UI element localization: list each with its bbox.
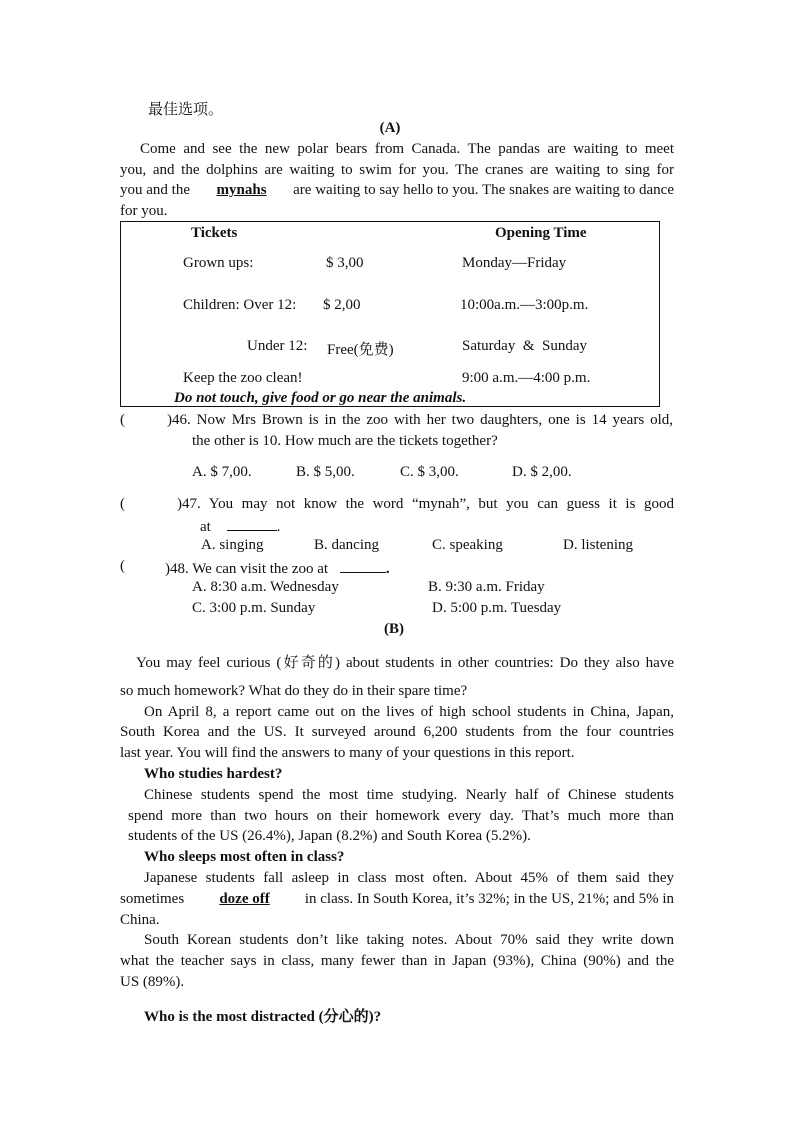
q46-option-b: B. $ 5,00. xyxy=(296,464,355,480)
passage-a-label: (A) xyxy=(379,120,401,136)
q48-text-end: . xyxy=(385,561,390,577)
q46-text-line-1: )46. Now Mrs Brown is in the zoo with her two daughters, one is 14 years old, xyxy=(167,412,673,428)
mynahs-word: mynahs xyxy=(216,182,267,198)
q46-option-a: A. $ 7,00. xyxy=(192,464,252,480)
sleeps-line-2 xyxy=(120,891,674,908)
q47-paren: ( xyxy=(120,496,125,512)
q47-text-line-2-start: at xyxy=(200,519,211,535)
warning-notice: Do not touch, give food or go near the animals. xyxy=(174,390,467,406)
q47-text-line-2-end: . xyxy=(276,519,281,535)
q48-option-a: A. 8:30 a.m. Wednesday xyxy=(192,579,339,595)
q47-answer-blank xyxy=(227,516,277,531)
keep-clean-notice: Keep the zoo clean! xyxy=(183,370,303,386)
weekend-days: Saturday & Sunday xyxy=(462,338,587,354)
q48-text-line-1 xyxy=(165,558,390,578)
studies-line-2: spend more than two hours on their homework every day. That’s much more than xyxy=(128,808,674,824)
passage-b-label: (B) xyxy=(384,621,404,637)
under-12-label: Under 12: xyxy=(247,338,308,354)
q48-answer-blank xyxy=(340,558,386,573)
weekday-hours: 10:00a.m.—3:00p.m. xyxy=(460,297,589,313)
report-line-1: On April 8, a report came out on the lives of high school students in China, Japan, xyxy=(144,704,674,720)
children-over-12-label: Children: Over 12: xyxy=(183,297,297,313)
studies-line-1: Chinese students spend the most time studying. Nearly half of Chinese students xyxy=(144,787,674,803)
opening-time-header: Opening Time xyxy=(495,225,587,241)
under-12-price: Free(免费) xyxy=(327,342,394,358)
q47-text-line-2 xyxy=(200,516,280,536)
q48-text-start: )48. We can visit the zoo at xyxy=(165,561,329,577)
passage-a-line-2: you, and the dolphins are waiting to swim for you. The cranes are waiting to sing for xyxy=(120,162,674,178)
weekday-days: Monday—Friday xyxy=(462,255,567,271)
heading-most-distracted: Who is the most distracted (分心的)? xyxy=(144,1009,382,1025)
q46-option-d: D. $ 2,00. xyxy=(512,464,572,480)
passage-a-line-3-end: are waiting to say hello to you. The snakes are waiting to dance xyxy=(293,182,674,198)
notes-line-2: what the teacher says in class, many fewer than in Japan (93%), China (90%) and the xyxy=(120,953,674,969)
sleeps-line-2-start: sometimes xyxy=(120,891,185,907)
q46-text-line-2: the other is 10. How much are the tickets together? xyxy=(192,433,498,449)
q47-option-a: A. singing xyxy=(201,537,264,553)
q46-paren: ( xyxy=(120,412,125,428)
q47-option-d: D. listening xyxy=(563,537,633,553)
q48-option-d: D. 5:00 p.m. Tuesday xyxy=(432,600,562,616)
q47-option-b: B. dancing xyxy=(314,537,379,553)
report-line-3: last year. You will find the answers to many of your questions in this report. xyxy=(120,745,575,761)
sleeps-line-1: Japanese students fall asleep in class most often. About 45% of them said they xyxy=(144,870,674,886)
studies-line-3: students of the US (26.4%), Japan (8.2%) and South Korea (5.2%). xyxy=(128,828,531,844)
passage-b-intro-line-1: You may feel curious (好奇的) about students in other countries: Do they also have xyxy=(136,655,674,671)
instruction-text: 最佳选项。 xyxy=(148,102,224,118)
q47-option-c: C. speaking xyxy=(432,537,503,553)
q47-text-line-1: )47. You may not know the word “mynah”, but you can guess it is good xyxy=(177,496,674,512)
q48-option-b: B. 9:30 a.m. Friday xyxy=(428,579,545,595)
tickets-header: Tickets xyxy=(191,225,238,241)
heading-studies-hardest: Who studies hardest? xyxy=(144,766,283,782)
passage-a-line-4: for you. xyxy=(120,203,168,219)
sleeps-line-3: China. xyxy=(120,912,160,928)
grown-ups-price: $ 3,00 xyxy=(326,255,364,271)
q48-paren: ( xyxy=(120,558,125,574)
doze-off-phrase: doze off xyxy=(219,891,270,907)
passage-b-intro-line-2: so much homework? What do they do in their spare time? xyxy=(120,683,468,699)
children-over-12-price: $ 2,00 xyxy=(323,297,361,313)
notes-line-1: South Korean students don’t like taking notes. About 70% said they write down xyxy=(144,932,674,948)
passage-a-line-3 xyxy=(120,182,674,199)
passage-a-line-3-start: you and the xyxy=(120,182,190,198)
report-line-2: South Korea and the US. It surveyed around 6,200 students from the four countries xyxy=(120,724,674,740)
heading-sleeps-in-class: Who sleeps most often in class? xyxy=(144,849,345,865)
q46-option-c: C. $ 3,00. xyxy=(400,464,459,480)
passage-a-line-1: Come and see the new polar bears from Canada. The pandas are waiting to meet xyxy=(140,141,674,157)
sleeps-line-2-end: in class. In South Korea, it’s 32%; in the US, 21%; and 5% in xyxy=(304,891,674,907)
notes-line-3: US (89%). xyxy=(120,974,185,990)
grown-ups-label: Grown ups: xyxy=(183,255,254,271)
weekend-hours: 9:00 a.m.—4:00 p.m. xyxy=(462,370,591,386)
q48-option-c: C. 3:00 p.m. Sunday xyxy=(192,600,316,616)
